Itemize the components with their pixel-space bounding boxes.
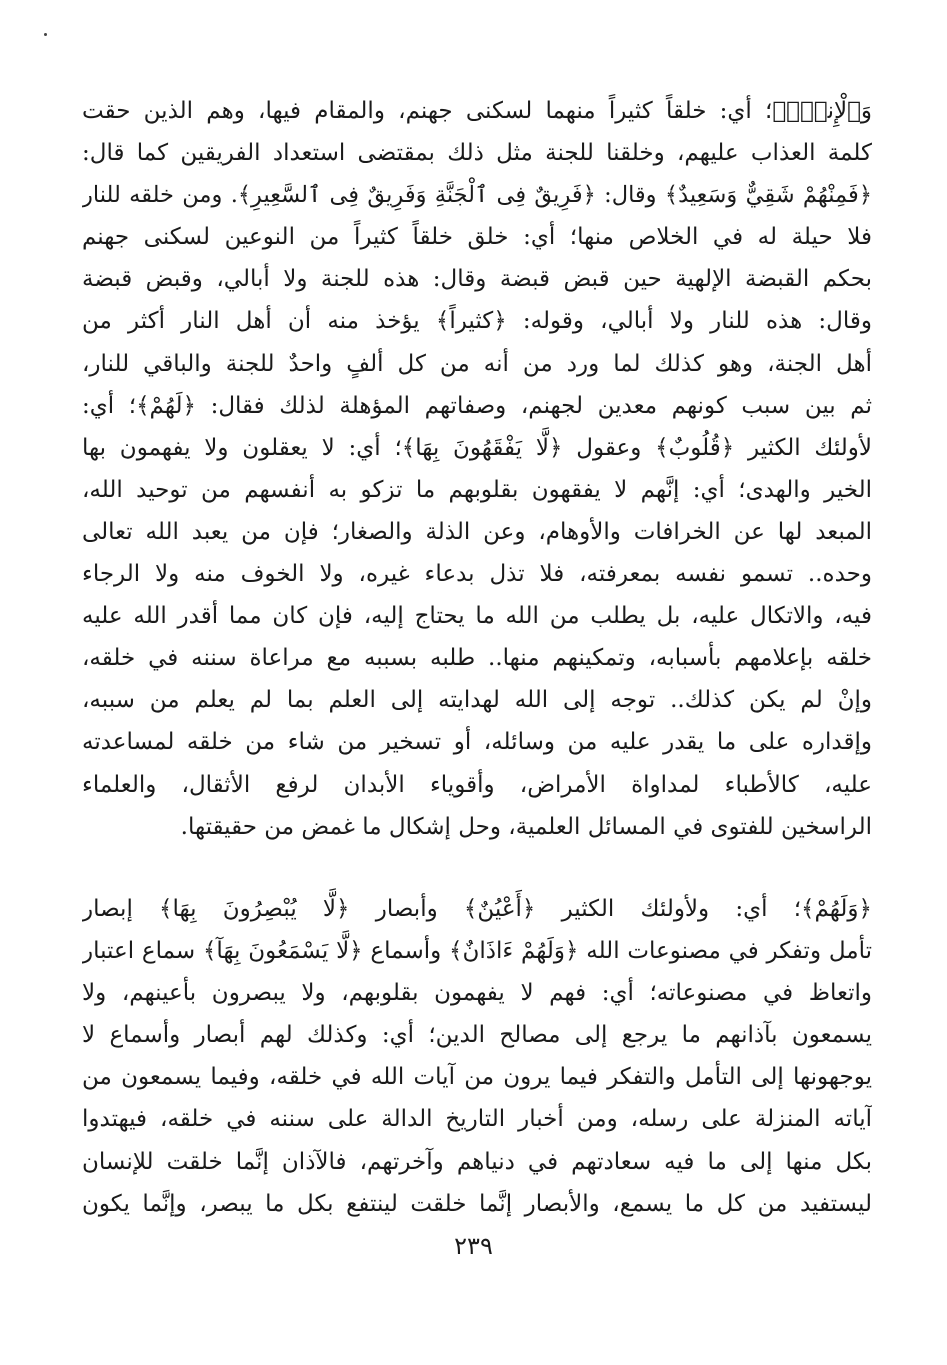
text-line: يوجهونها إلى التأمل والتفكر فيما يرون من آيات الله في خلقه، وفيما يسمعون من	[82, 1064, 872, 1091]
text-line: كلمة العذاب عليهم، وخلقنا للجنة مثل ذلك بمقتضى استعداد الفريقين كما قال:	[82, 140, 872, 167]
text-line: ﴿وَلَهُمْ﴾؛ أي: ولأولئك الكثير ﴿أَعْيُنٌ﴾ وأبصار ﴿لَّا يُبْصِرُونَ بِهَا﴾ إبصار	[82, 896, 872, 922]
text-line: وإقداره على ما يقدر عليه من وسائله، أو تسخير من شاء من خلقه لمساعدته	[82, 729, 872, 756]
paragraph-2	[82, 888, 872, 1225]
text-line: وقال: هذه للنار ولا أبالي، وقوله: ﴿كثيراً﴾ يؤخذ منه أن أهل النار أكثر من	[82, 308, 872, 335]
text-line: أهل الجنة، وهو كذلك لما ورد من أنه من كل ألفٍ واحدٌ للجنة والباقي للنار،	[82, 350, 872, 377]
text-line: ﴿فَمِنْهُمْ شَقِيٌّ وَسَعِيدٌ﴾ وقال: ﴿فَرِيقٌ فِى ٱلْجَنَّةِ وَفَرِيقٌ فِى ٱلسَّعِيرِ﴾. ومن خلقه للنار	[82, 182, 872, 209]
text-line: ليستفيد من كل ما يسمع، والأبصار إنَّما خلقت لينتفع بكل ما يبصر، وإنَّما يكون	[82, 1190, 872, 1217]
page-number: ٢٣٩	[454, 1232, 493, 1260]
text-line: الخير والهدى؛ أي: إنَّهم لا يفقهون بقلوبهم ما تزكو به أنفسهم من توحيد الله،	[82, 476, 872, 503]
text-line: وإنْ لم يكن كذلك.. توجه إلى الله لهدايته إلى العلم بما لم يعلم من سببه،	[82, 687, 872, 714]
text-line: خلقه بإعلامهم بأسبابه، وتمكينهم منها.. طلبه بسببه مع مراعاة سننه في خلقه،	[82, 645, 872, 672]
text-line: فيه، والاتكال عليه، بل يطلب من الله ما يحتاج إليه، فإن كان مما أقدر الله عليه	[82, 603, 872, 630]
text-line: ثم بين سبب كونهم معدين لجهنم، وصفاتهم المؤهلة لذلك فقال: ﴿لَهُمْ﴾؛ أي:	[82, 392, 872, 419]
text-line: واتعاظ في مصنوعاته؛ أي: فهم لا يفهمون بقلوبهم، ولا يبصرون بأعينهم، ولا	[82, 980, 872, 1007]
text-line: عليه، كالأطباء لمداواة الأمراض، وأقوياء الأبدان لرفع الأثقال، والعلماء	[82, 771, 872, 798]
text-line: المبعد لها عن الخرافات والأوهام، وعن الذلة والصغار؛ فإن من يعبد الله تعالى	[82, 518, 872, 545]
text-line: آياته المنزلة على رسله، ومن أخبار التاريخ الدالة على سننه في خلقه، فيهتدوا	[82, 1106, 872, 1133]
text-line: بحكم القبضة الإلهية حين قبض قبضة وقال: هذه للجنة ولا أبالي، وقبض قبضة	[82, 266, 872, 293]
text-line: وَٱلْإِنسِۖ﴾؛ أي: خلقاً كثيراً منهما لسكنى جهنم، والمقام فيها، وهم الذين حقت	[82, 98, 872, 124]
text-line: وحده.. تسمو نفسه بمعرفته، فلا تذل بدعاء غيره، ولا الخوف منه ولا الرجاء	[82, 561, 872, 588]
paragraph-1	[82, 90, 872, 848]
text-line: الراسخين للفتوى في المسائل العلمية، وحل إشكال ما غمض من حقيقتها.	[180, 813, 872, 840]
scan-speck	[44, 33, 47, 36]
text-line: لأولئك الكثير ﴿قُلُوبٌ﴾ وعقول ﴿لَّا يَفْقَهُونَ بِهَا﴾؛ أي: لا يعقلون ولا يفهمون بها	[82, 434, 872, 461]
text-line: يسمعون بآذانهم ما يرجع إلى مصالح الدين؛ أي: وكذلك لهم أبصار وأسماع لا	[82, 1022, 872, 1049]
text-line: بكل منها إلى ما فيه سعادتهم في دنياهم وآخرتهم، فالآذان إنَّما خلقت للإنسان	[82, 1148, 872, 1175]
text-line: فلا حيلة له في الخلاص منها؛ أي: خلق خلقاً كثيراً من النوعين لسكنى جهنم	[82, 224, 872, 251]
text-line: تأمل وتفكر في مصنوعات الله ﴿وَلَهُمْ ءَاذَانٌ﴾ وأسماع ﴿لَّا يَسْمَعُونَ بِهَآ﴾ سماع اعتبار	[82, 938, 872, 965]
